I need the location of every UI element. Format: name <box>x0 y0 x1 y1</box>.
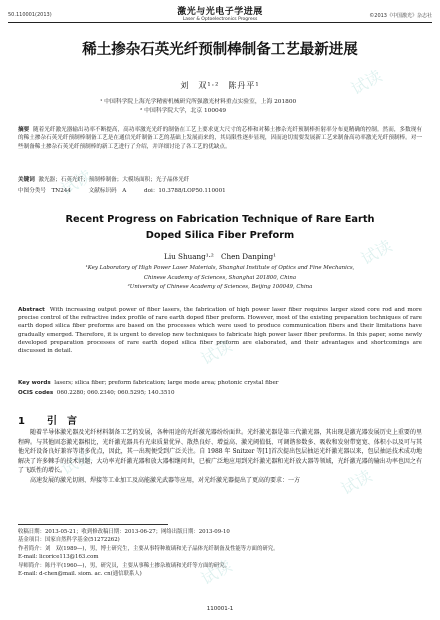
abstract-cn-label: 摘要 <box>18 127 30 133</box>
keywords-en <box>18 380 422 386</box>
section-heading-intro <box>18 412 77 427</box>
page-number: 110001-1 <box>206 606 234 612</box>
abstract-cn-text: 随着光纤激光器输出功率不断提高，高功率激光光纤的制备在工艺上要求更大尺寸的芯棒和对稀土掺杂光纤预制棒折射率分布更精确的控制。然而，多数现有的稀土掺杂石英光纤预制棒制备工艺是在通信光纤制备工艺的基础上发展而来的，其局限性逐步显现，因而迫切需要发展新工艺来制备高功率激光光纤预制棒。对一些制备稀土掺杂石英光纤预制棒的新工艺进行了介绍，并详细讨论了各工艺的优缺点。 <box>18 127 422 150</box>
paper-title-cn: 稀土掺杂石英光纤预制棒制备工艺最新进展 <box>82 42 358 58</box>
affiliation-cn-1: ¹ 中国科学院上海光学精密机械研究所强激光材料重点实验室，上海 201800 <box>100 99 297 105</box>
footnote-dates: 收稿日期：2013-05-21；收到修改稿日期：2013-06-27；网络出版日期：2013-09-10 <box>18 529 230 535</box>
watermark: 试读 <box>57 446 96 479</box>
footnote-author-bio: 作者简介：刘 双(1989—)，男，博士研究生，主要从事特种玻璃和光子晶体光纤制备及性能等方面的研究。 <box>18 545 279 552</box>
intro-paragraph-2: 高速发展的激光切割、焊接等工业加工及高能激光武器等应用，对光纤激光器提出了更高的要求：一方 <box>30 476 301 484</box>
footnote-advisor-bio: 导师简介：陈丹平(1960—)，男，研究员，主要从事稀土掺杂玻璃和光纤等方面的研究。 <box>18 562 230 569</box>
watermark: 试读 <box>197 556 236 589</box>
ocis-text: 060.2280; 060.2340; 060.5295; 140.3510 <box>56 390 175 396</box>
intro-paragraph-1: 随着半导体激光器及光纤材料制备工艺的发展，各种用途的光纤激光器纷纷面世。光纤激光器是第三代激光器，其出现是激光器发展历史上重要的里程碑。与其他固态激光器相比，光纤激光器具有光束质量优异、散热良好、增益高、激光阈值低、可调谐参数多、吸收和发射带宽宽、体积小以及可与其他光纤设备良好兼容等诸多优点，因此，其一出现便受到广泛关注。自 1988 年 Snitzer 等[1]首次提出包层抽运光纤激光器以来，包层抽运技术成功地解决了许多棘手的技术问题，大功率光纤激光器和放大器相继问世，已被广泛地应用到光纤激光器和光纤放大器等领域，光纤激光器的输出功率也因之有了飞跃性的增长。 <box>18 429 422 475</box>
keywords-en-text: lasers; silica fiber; preform fabrication; large mode area; photonic crystal fiber <box>54 380 279 386</box>
keywords-cn-text: 激光器；石英光纤；预制棒制备；大模场面积；光子晶体光纤 <box>38 177 190 183</box>
ocis-codes <box>18 390 422 396</box>
keywords-en-label: Key words <box>18 380 51 386</box>
affiliations-en <box>30 264 410 293</box>
section-title: 引 言 <box>46 416 77 427</box>
abstract-en <box>18 306 422 355</box>
watermark: 试读 <box>347 66 386 99</box>
footnotes <box>18 528 422 578</box>
footnote-author-email: E-mail: licorice113@163.com <box>18 554 99 561</box>
watermark: 试读 <box>57 166 96 199</box>
abstract-cn <box>18 126 422 151</box>
keywords-cn <box>18 176 422 184</box>
abstract-en-text: With increasing output power of fiber lasers, the fabrication of high power laser fiber requires larger sized core rod and more precise control of the refractive index profile of rare earth doped fiber preform. However, most of the existing preparation techniques of rare earth doped silica fiber preforms are based on the processes which were used to produce communication fibers and their limitations have gradually emerged. Therefore, it is urgent to develop new techniques to fabricate high power laser fiber preforms. In this paper, some newly developed preparation processes of rare earth doped silica fiber preform are elaborated, and their advantages and shortcomings are discussed in detail. <box>18 307 422 355</box>
ocis-label: OCIS codes <box>18 390 54 396</box>
footnote-funding: 基金项目：国家自然科学基金(51272262) <box>18 537 120 544</box>
abstract-en-label: Abstract <box>18 307 45 313</box>
affiliations-cn <box>100 98 296 116</box>
watermark: 试读 <box>337 466 376 499</box>
watermark: 试读 <box>357 236 396 269</box>
affiliation-en-2: Chinese Academy of Sciences, Shanghai 201800, China <box>143 274 297 281</box>
affiliation-en-1: ¹Key Laboratory of High Power Laser Materials, Shanghai Institute of Optics and Fine Mechanics, <box>85 265 355 271</box>
journal-title-en: Laser & Optoelectronics Progress <box>182 17 258 22</box>
header-divider <box>8 22 432 23</box>
header-copyright: ©2013《中国激光》杂志社 <box>369 13 432 19</box>
clc-code: 中图分类号 TN244 <box>18 188 71 194</box>
paper-title-en <box>0 212 440 244</box>
watermark: 试读 <box>197 336 236 369</box>
journal-title-cn: 激光与光电子学进展 <box>177 7 263 17</box>
document-code: 文献标识码 A <box>88 188 127 194</box>
affiliation-en-3: ²University of Chinese Academy of Sciences, Beijing 100049, China <box>127 284 313 290</box>
classification-row <box>18 186 422 194</box>
authors-cn: 刘 双¹·² 陈丹平¹ <box>180 81 260 90</box>
affiliation-cn-2: ² 中国科学院大学，北京 100049 <box>140 108 227 114</box>
header-volume: 50.110001(2013) <box>8 12 52 18</box>
title-en-line-2: Doped Silica Fiber Preform <box>145 230 295 241</box>
section-number: 1 <box>18 416 25 427</box>
footnote-advisor-email: E-mail: d-chen@mail. siom. ac. cn(通信联系人) <box>18 571 142 578</box>
running-header <box>0 0 440 24</box>
header-journal <box>168 4 272 22</box>
doi: doi：10.3788/LOP50.110001 <box>144 188 226 194</box>
keywords-cn-label: 关键词 <box>18 177 35 183</box>
authors-en: Liu Shuang¹·² Chen Danping¹ <box>164 252 276 261</box>
intro-body <box>18 428 422 486</box>
title-en-line-1: Recent Progress on Fabrication Technique of Rare Earth <box>65 214 375 225</box>
footnote-divider <box>18 524 168 525</box>
